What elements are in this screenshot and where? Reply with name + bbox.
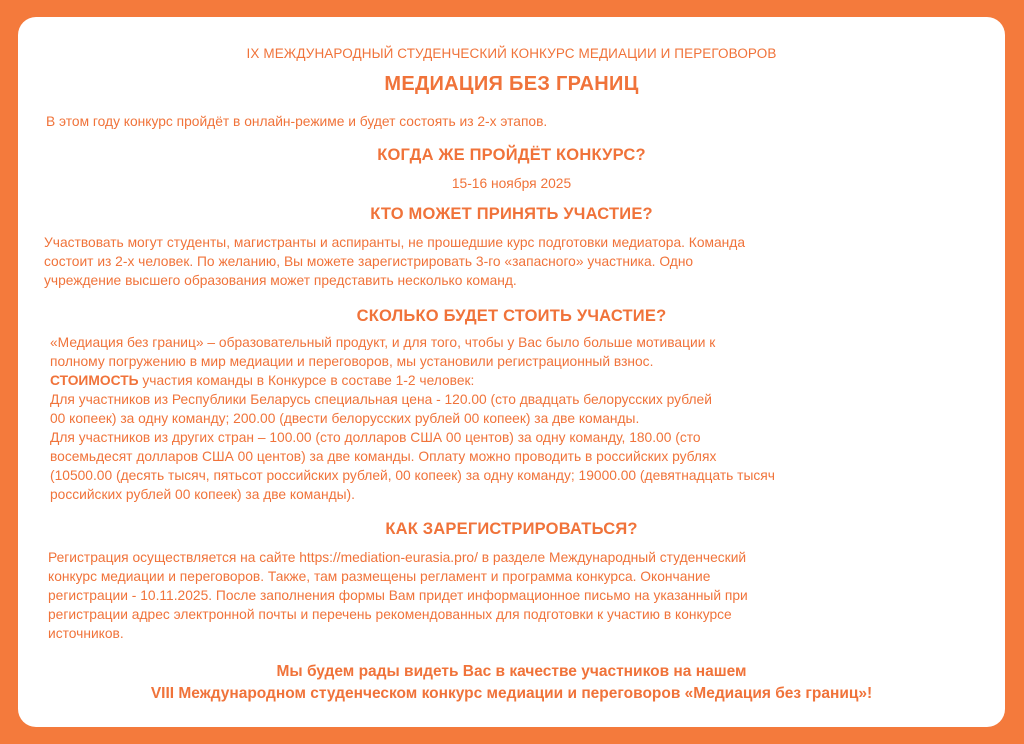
intro-text: В этом году конкурс пройдёт в онлайн-режиме и будет состоять из 2-х этапов. [46, 114, 548, 129]
contest-title: МЕДИАЦИЯ БЕЗ ГРАНИЦ [384, 73, 639, 95]
cost-intro-line: «Медиация без границ» – образовательный продукт, и для того, чтобы у Вас было больше мотивации к [50, 335, 716, 350]
who-heading: КТО МОЖЕТ ПРИНЯТЬ УЧАСТИЕ? [370, 205, 653, 223]
contest-date: 15-16 ноября 2025 [451, 176, 572, 191]
announcement-card [18, 17, 1005, 727]
register-line: конкурс медиации и переговоров. Также, там размещены регламент и программа конкурса. Окончание [48, 569, 711, 584]
closing-line-1: Мы будем рады видеть Вас в качестве участников на нашем [276, 663, 747, 680]
register-paragraph [48, 548, 998, 643]
who-line: Участвовать могут студенты, магистранты и аспиранты, не прошедшие курс подготовки медиатора. Команда [44, 235, 746, 250]
contest-subtitle: IX МЕЖДУНАРОДНЫЙ СТУДЕНЧЕСКИЙ КОНКУРС МЕДИАЦИИ И ПЕРЕГОВОРОВ [246, 46, 777, 61]
cost-intro-line: полному погружению в мир медиации и переговоров, мы установили регистрационный взнос. [50, 354, 654, 369]
cost-paragraph [50, 333, 995, 504]
cost-line: 00 копеек) за одну команду; 200.00 (двести белорусских рублей 00 копеек) за две команды. [50, 411, 640, 426]
cost-line: (10500.00 (десять тысяч, пятьсот российских рублей, 00 копеек) за одну команду; 19000.00 (девятнадцать тысяч [50, 468, 775, 483]
register-heading: КАК ЗАРЕГИСТРИРОВАТЬСЯ? [385, 520, 638, 538]
closing-line-2: VIII Международном студенческом конкурс медиации и переговоров «Медиация без границ»! [150, 685, 873, 702]
cost-line: Для участников из других стран – 100.00 (сто долларов США 00 центов) за одну команду, 180.00 (сто [50, 430, 701, 445]
price-label: СТОИМОСТЬ [50, 373, 139, 388]
price-rest: участия команды в Конкурсе в составе 1-2 человек: [138, 373, 475, 388]
who-paragraph [44, 233, 994, 290]
cost-price-line [50, 371, 995, 390]
cost-line: российских рублей 00 копеек) за две команды). [50, 487, 355, 502]
who-line: состоит из 2-х человек. По желанию, Вы можете зарегистрировать 3-го «запасного» участника. Одно [44, 254, 694, 269]
cost-line: Для участников из Республики Беларусь специальная цена - 120.00 (сто двадцать белорусских рублей [50, 392, 712, 407]
cost-heading: СКОЛЬКО БУДЕТ СТОИТЬ УЧАСТИЕ? [356, 307, 667, 325]
when-heading: КОГДА ЖЕ ПРОЙДЁТ КОНКУРС? [377, 146, 646, 164]
closing-message [18, 661, 1005, 705]
register-line: регистрации - 10.11.2025. После заполнения формы Вам придет информационное письмо на указанный при [48, 588, 748, 603]
register-line: Регистрация осуществляется на сайте https://mediation-eurasia.pro/ в разделе Международный студенческий [48, 550, 747, 565]
cost-line: восемьдесят долларов США 00 центов) за две команды. Оплату можно проводить в российских рублях [50, 449, 717, 464]
register-line: регистрации адрес электронной почты и перечень рекомендованных для подготовки к участию в конкурсе [48, 607, 732, 622]
register-line: источников. [48, 626, 124, 641]
who-line: учреждение высшего образования может представить несколько команд. [44, 273, 517, 288]
